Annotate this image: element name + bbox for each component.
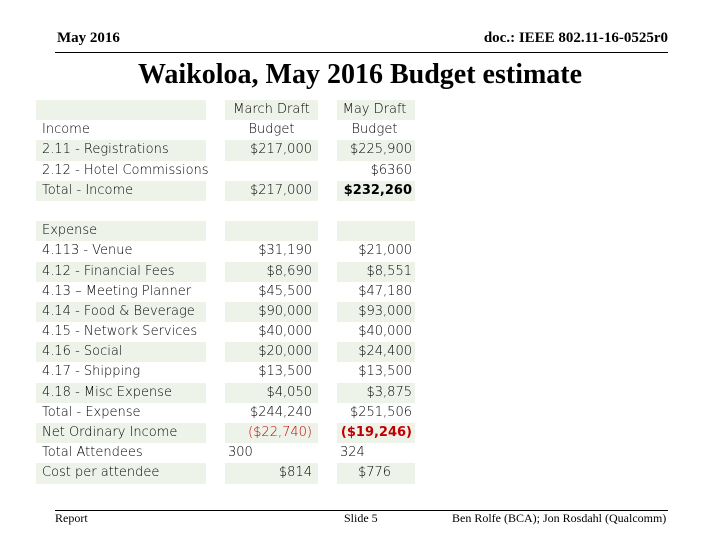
label-row: 4.17 - Shipping [42, 364, 141, 380]
footer-slide-number: Slide 5 [344, 511, 378, 525]
may-cell [337, 484, 415, 504]
march-header: Budget [248, 122, 295, 138]
march-cell: $31,190 [258, 243, 312, 259]
header-rule [55, 52, 668, 53]
may-cell: $13,500 [358, 364, 412, 380]
label-row: 4.16 - Social [36, 342, 206, 362]
may-cell [337, 201, 415, 221]
march-attendees: 300 [228, 445, 253, 461]
label-row: Income [42, 122, 90, 138]
march-cell: $90,000 [225, 302, 318, 322]
may-cell: $40,000 [358, 324, 412, 340]
may-net-income: ($19,246) [337, 423, 415, 443]
slide-title: Waikoloa, May 2016 Budget estimate [137, 59, 583, 90]
label-row: 2.11 - Registrations [36, 140, 206, 160]
label-row: 2.12 - Hotel Commissions [42, 162, 209, 178]
footer-report: Report [55, 511, 88, 525]
march-cell: $4,050 [225, 383, 318, 403]
label-row: 4.14 - Food & Beverage [36, 302, 206, 322]
label-row: 4.113 - Venue [42, 243, 133, 259]
label-row [36, 484, 206, 504]
label-row [36, 201, 206, 221]
may-cell: $251,506 [349, 404, 412, 420]
may-budget-column [337, 100, 415, 504]
may-cell: $225,900 [337, 140, 415, 160]
march-cell: $8,690 [225, 262, 318, 282]
march-cell [225, 161, 318, 181]
may-cost-per-attendee: $776 [337, 463, 415, 483]
label-row: Expense [36, 221, 206, 241]
march-net-income: ($22,740) [225, 423, 318, 443]
may-cell: $47,180 [358, 283, 412, 299]
header-date: May 2016 [57, 30, 120, 46]
footer-authors: Ben Rolfe (BCA); Jon Rosdahl (Qualcomm) [452, 511, 667, 525]
label-row [36, 100, 206, 120]
label-row: Total - Expense [42, 404, 141, 420]
may-cell: $93,000 [337, 302, 415, 322]
march-cell: $217,000 [225, 140, 318, 160]
label-row: 4.13 – Meeting Planner [42, 283, 192, 299]
label-row: Total - Income [36, 181, 206, 201]
march-budget-column [225, 100, 318, 504]
march-cell: $217,000 [225, 181, 318, 201]
march-cell: $244,240 [249, 404, 312, 420]
header-doc-id: doc.: IEEE 802.11-16-0525r0 [483, 30, 668, 46]
may-cell: $8,551 [337, 262, 415, 282]
label-row: Cost per attendee [36, 463, 206, 483]
may-attendees: 324 [340, 445, 365, 461]
may-cell: $3,875 [337, 383, 415, 403]
may-header: May Draft [337, 100, 415, 120]
may-cell: $21,000 [358, 243, 412, 259]
march-cell [225, 484, 318, 504]
march-cell: $13,500 [258, 364, 312, 380]
may-cell [337, 221, 415, 241]
label-row: 4.18 - Misc Expense [36, 383, 206, 403]
may-cell: $24,400 [337, 342, 415, 362]
may-cell: $6360 [370, 162, 412, 178]
may-header: Budget [351, 122, 398, 138]
label-row: 4.15 - Network Services [42, 324, 198, 340]
march-cell [225, 221, 318, 241]
labels-column [36, 100, 209, 504]
march-cell: $40,000 [258, 324, 312, 340]
march-cell [225, 201, 318, 221]
march-cell: $20,000 [225, 342, 318, 362]
label-row: 4.12 - Financial Fees [36, 262, 206, 282]
march-cell: $45,500 [258, 283, 312, 299]
label-row: Net Ordinary Income [36, 423, 206, 443]
label-row: Total Attendees [42, 445, 143, 461]
march-cell: $814 [225, 463, 318, 483]
march-header: March Draft [225, 100, 318, 120]
may-total-income: $232,260 [337, 181, 415, 201]
